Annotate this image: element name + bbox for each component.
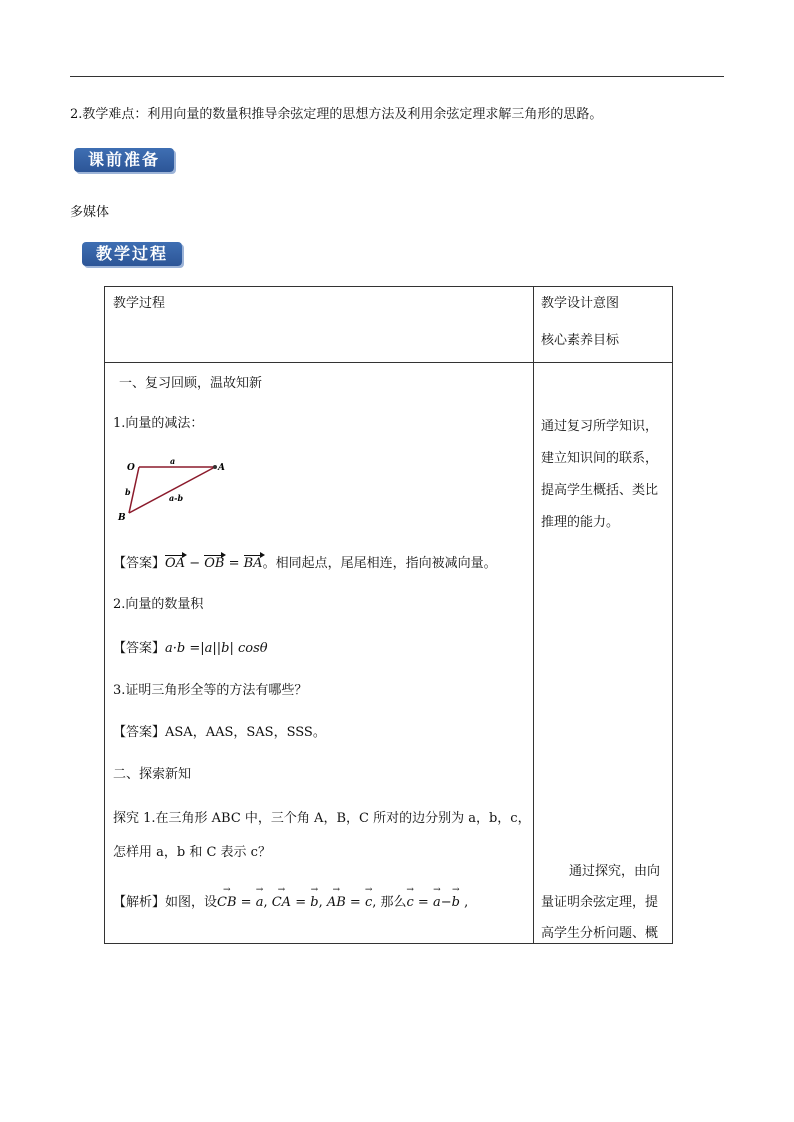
preparation-text: 多媒体 <box>70 205 110 220</box>
answer-dot-product <box>113 637 268 656</box>
intent2-line2: 量证明余弦定理，提 <box>541 895 659 910</box>
section-review: 一、复习回顾，温故知新 <box>119 376 263 391</box>
intent1-line1: 通过复习所学知识， <box>541 419 659 434</box>
intent1-line4: 推理的能力。 <box>541 515 620 530</box>
answer-vector-subtraction: 【答案】OA − OB = BA。相同起点，尾尾相连，指向被减向量。 <box>113 556 497 571</box>
svec-c2: → c <box>407 895 414 910</box>
intent2-line1: 通过探究，由向 <box>569 864 661 879</box>
vec-oa: OA <box>165 556 186 571</box>
svec-c1: → c <box>365 895 372 910</box>
analysis-line: 【解析】如图，设→ CB = → a, → CA = → b, → AB = → c, 那么→ c = → a−→ b , <box>113 891 468 910</box>
label-A: A <box>218 463 225 473</box>
analysis-tail: 那么 <box>380 895 407 910</box>
intent1-line2: 建立知识间的联系， <box>541 451 659 466</box>
svec-ab: → AB <box>327 895 346 910</box>
teaching-difficulty: 2.教学难点：利用向量的数量积推导余弦定理的思想方法及利用余弦定理求解三角形的思路。 <box>70 107 603 122</box>
analysis-label: 【解析】如图，设 <box>113 895 218 910</box>
svec-a2: → a <box>433 895 441 910</box>
header-intent: 教学设计意图 <box>541 296 620 311</box>
answer-label-2: 【答案】 <box>113 641 166 656</box>
answer-label: 【答案】 <box>113 556 166 571</box>
svec-a1: → a <box>256 895 264 910</box>
question-dot-product: 2.向量的数量积 <box>113 597 204 612</box>
point-a-dot <box>213 465 217 469</box>
svec-b2: → b <box>452 895 460 910</box>
svec-ca: → CA <box>272 895 291 910</box>
dot-product-formula: a·b =|a||b| cosθ <box>165 641 268 656</box>
vector-subtraction-figure <box>115 455 225 525</box>
label-o: O <box>127 463 135 473</box>
intent1-line3: 提高学生概括、类比 <box>541 483 659 498</box>
answer-label-3: 【答案】 <box>113 725 166 740</box>
banner-teaching-process: 教学过程 <box>82 242 182 266</box>
vector-amb-line <box>129 467 215 513</box>
label-a: a <box>170 456 176 466</box>
svec-cb: → CB <box>217 895 237 910</box>
question-vector-subtraction: 1.向量的减法： <box>113 416 204 431</box>
label-a-minus-b: a-b <box>169 493 184 503</box>
vec-ba: BA <box>243 556 263 571</box>
header-divider <box>105 362 672 363</box>
answer-congruence <box>113 721 326 740</box>
top-rule <box>70 76 724 77</box>
label-B: B <box>118 513 126 523</box>
svec-b1: → b <box>310 895 318 910</box>
banner-preparation: 课前准备 <box>74 148 174 172</box>
explore1-line1: 探究 1.在三角形 ABC 中，三个角 A，B，C 所对的边分别为 a，b，c， <box>113 811 531 826</box>
answer-tail: 。相同起点，尾尾相连，指向被减向量。 <box>262 556 497 571</box>
answer-congruence-text: ASA，AAS，SAS，SSS。 <box>165 725 326 740</box>
teaching-table <box>104 286 673 944</box>
section-explore: 二、探索新知 <box>113 767 192 782</box>
explore1-line2: 怎样用 a，b 和 C 表示 c？ <box>113 845 271 860</box>
intent2-line3: 高学生分析问题、概 <box>541 926 659 941</box>
label-b: b <box>125 487 131 497</box>
column-divider <box>533 287 534 943</box>
question-congruence: 3.证明三角形全等的方法有哪些？ <box>113 683 308 698</box>
vec-ob: OB <box>204 556 225 571</box>
header-literacy: 核心素养目标 <box>541 333 620 348</box>
header-process: 教学过程 <box>113 296 166 311</box>
